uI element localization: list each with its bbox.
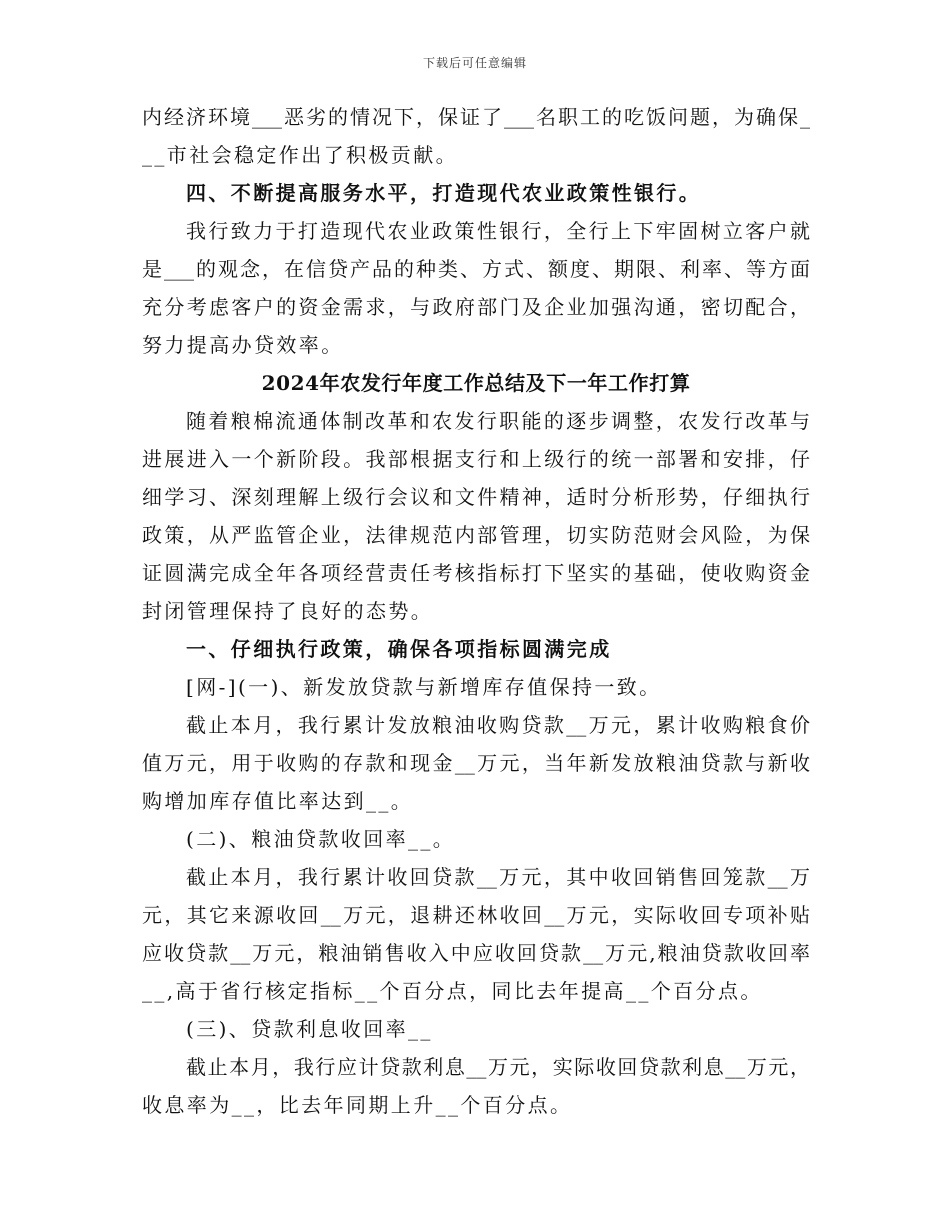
- paragraph-line: __,高于省行核定指标__个百分点，同比去年提高__个百分点。: [142, 979, 763, 1003]
- paragraph-line: 收息率为__，比去年同期上升__个百分点。: [142, 1093, 573, 1117]
- paragraph-line: __市社会稳定作出了积极贡献。: [142, 143, 458, 167]
- paragraph-line: 内经济环境___恶劣的情况下，保证了___名职工的吃饭问题，为确保_: [142, 105, 810, 129]
- paragraph-line: 是___的观念，在信贷产品的种类、方式、额度、期限、利率、等方面: [142, 257, 810, 281]
- paragraph-line: 封闭管理保持了良好的态势。: [142, 599, 434, 623]
- paragraph-line: 随着粮棉流通体制改革和农发行职能的逐步调整，农发行改革与: [186, 409, 810, 433]
- document-title: 2024年农发行年度工作总结及下一年工作打算: [261, 371, 691, 395]
- paragraph-line: 截止本月，我行累计收回贷款__万元，其中收回销售回笼款__万: [186, 865, 810, 889]
- page-header: 下载后可任意编辑: [422, 56, 527, 70]
- paragraph-line: 进展进入一个新阶段。我部根据支行和上级行的统一部署和安排，仔: [142, 447, 810, 471]
- paragraph-line: 元，其它来源收回__万元，退耕还林收回__万元，实际收回专项补贴: [142, 903, 810, 927]
- paragraph-line: 购增加库存值比率达到__。: [142, 789, 414, 813]
- subsection-heading: [网-](一)、新发放贷款与新增库存值保持一致。: [186, 675, 662, 699]
- paragraph-line: 值万元，用于收购的存款和现金__万元，当年新发放粮油贷款与新收: [142, 751, 810, 775]
- paragraph-line: 充分考虑客户的资金需求，与政府部门及企业加强沟通，密切配合，: [142, 295, 810, 319]
- section-heading: 一、仔细执行政策，确保各项指标圆满完成: [186, 637, 612, 661]
- paragraph-line: 截止本月，我行应计贷款利息__万元，实际收回贷款利息__万元，: [186, 1055, 810, 1079]
- paragraph-line: 细学习、深刻理解上级行会议和文件精神，适时分析形势，仔细执行: [142, 485, 810, 509]
- paragraph-line: 证圆满完成全年各项经营责任考核指标打下坚实的基础，使收购资金: [142, 561, 810, 585]
- section-heading: 四、不断提高服务水平，打造现代农业政策性银行。: [186, 181, 702, 205]
- subsection-heading: (二)、粮油贷款收回率__。: [186, 827, 456, 851]
- subsection-heading: (三)、贷款利息收回率__: [186, 1017, 433, 1041]
- paragraph-line: 政策，从严监管企业，法律规范内部管理，切实防范财会风险，为保: [142, 523, 810, 547]
- document-body: [142, 98, 810, 1124]
- paragraph-line: 应收贷款__万元，粮油销售收入中应收回贷款__万元,粮油贷款收回率: [142, 941, 810, 965]
- paragraph-line: 截止本月，我行累计发放粮油收购贷款__万元，累计收购粮食价: [186, 713, 810, 737]
- paragraph-line: 我行致力于打造现代农业政策性银行，全行上下牢固树立客户就: [186, 219, 810, 243]
- paragraph-line: 努力提高办贷效率。: [142, 333, 344, 357]
